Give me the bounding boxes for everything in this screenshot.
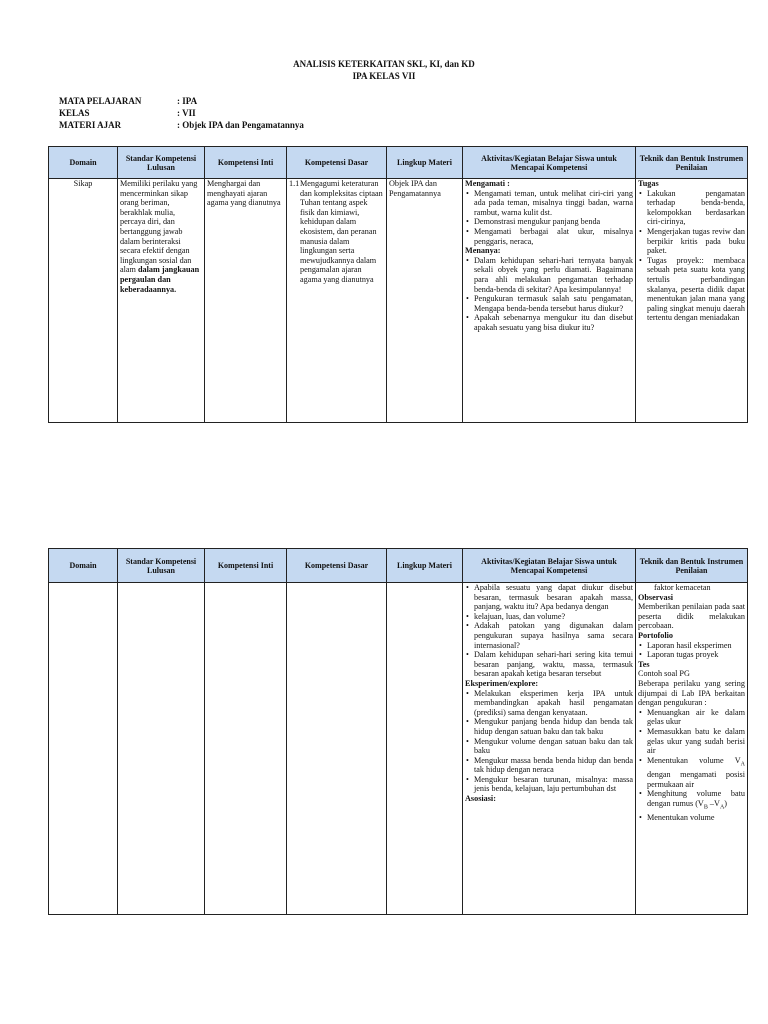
list-item: • Dalam kehidupan sehari-hari ternyata banyak sekali obyek yang perlu diamati. Bagaimana para ahli melakukan pengamatan terhadap benda-benda di sekitar? Apa kesimpulannya! bbox=[474, 256, 633, 294]
section-label: Eksperimen/explore: bbox=[465, 678, 539, 688]
list-item: • Apabila sesuatu yang dapat diukur disebut besaran, termasuk besaran apakah massa, panjang, waktu itu? Apa bedanya dengan bbox=[474, 583, 633, 612]
analysis-table-1 bbox=[48, 146, 748, 423]
subscript: B bbox=[703, 804, 708, 811]
meta-subject bbox=[59, 96, 197, 107]
hitung-text: Menghitung volume batu dengan rumus (V bbox=[647, 789, 745, 808]
col-teknik: Teknik dan Bentuk Instrumen Penilaian bbox=[636, 549, 748, 583]
list-item: • Dalam kehidupan sehari-hari sering kita temui besaran panjang, waktu, massa, termasuk besaran apakah ketiga besaran tersebut bbox=[474, 650, 633, 679]
document-title: ANALISIS KETERKAITAN SKL, KI, dan KD bbox=[293, 59, 475, 69]
header-row bbox=[49, 549, 748, 583]
cell-domain: Sikap bbox=[49, 179, 118, 423]
col-skl: Standar Kompetensi Lulusan bbox=[118, 147, 205, 179]
list-item: • Laporan tugas proyek bbox=[647, 650, 745, 660]
cell-ki: Menghargai dan menghayati ajaran agama yang dianutnya bbox=[205, 179, 287, 423]
table-row bbox=[49, 583, 748, 915]
meta-key: MATA PELAJARAN bbox=[59, 96, 142, 106]
list-item: • Mengukur panjang benda hidup dan benda tak hidup dengan satuan baku dan tak baku bbox=[474, 717, 633, 736]
col-lingkup: Lingkup Materi bbox=[387, 147, 463, 179]
list-item: • Mengukur volume dengan satuan baku dan tak baku bbox=[474, 737, 633, 756]
meta-key: KELAS bbox=[59, 108, 90, 118]
list-item: • Mengukur massa benda benda hidup dan benda tak hidup dengan neraca bbox=[474, 756, 633, 775]
cell-lingkup: Objek IPA dan Pengamatannya bbox=[387, 179, 463, 423]
section-label: Menanya: bbox=[465, 246, 501, 256]
volume-text: Menentukan volume V bbox=[647, 755, 741, 765]
col-aktivitas: Aktivitas/Kegiatan Belajar Siswa untuk Mencapai Kompetensi bbox=[463, 147, 636, 179]
meta-value: : Objek IPA dan Pengamatannya bbox=[177, 120, 304, 130]
list-item: • Adakah patokan yang digunakan dalam pengukuran supaya hasilnya sama secara internasional? bbox=[474, 621, 633, 650]
col-lingkup: Lingkup Materi bbox=[387, 549, 463, 583]
cell-domain bbox=[49, 583, 118, 915]
section-label: Observasi bbox=[638, 592, 674, 602]
col-aktivitas: Aktivitas/Kegiatan Belajar Siswa untuk Mencapai Kompetensi bbox=[463, 549, 636, 583]
cell-skl bbox=[118, 179, 205, 423]
list-item: • Lakukan pengamatan terhadap benda-benda, kelompokkan berdasarkan ciri-cirinya, bbox=[647, 189, 745, 227]
list-item: • Menentukan volume bbox=[647, 813, 745, 823]
col-ki: Kompetensi Inti bbox=[205, 147, 287, 179]
cell-aktivitas bbox=[463, 583, 636, 915]
list-item: • Mengerjakan tugas reviw dan berpikir kritis pada buku paket. bbox=[647, 227, 745, 256]
cell-kd bbox=[287, 179, 387, 423]
list-item bbox=[647, 756, 745, 789]
document-subtitle: IPA KELAS VII bbox=[352, 71, 416, 81]
list-item: • kelajuan, luas, dan volume? bbox=[474, 612, 633, 622]
meta-value: : VII bbox=[177, 108, 196, 118]
subscript: A bbox=[740, 761, 745, 768]
meta-value: : IPA bbox=[177, 96, 198, 106]
list-item: • Memasukkan batu ke dalam gelas ukur yang sudah berisi air bbox=[647, 727, 745, 756]
analysis-table-2 bbox=[48, 548, 748, 915]
list-item: • Mengukur besaran turunan, misalnya: massa jenis benda, kelajuan, laju pertumbuhan dst bbox=[474, 775, 633, 794]
cell-ki bbox=[205, 583, 287, 915]
list-item: • Laporan hasil eksperimen bbox=[647, 641, 745, 651]
meta-material bbox=[59, 120, 304, 131]
hitung-end: ) bbox=[724, 798, 728, 808]
list-item: • Mengamati teman, untuk melihat ciri-ciri yang ada pada teman, misalnya tinggi badan, warna rambut, warna kulit dst. bbox=[474, 189, 633, 218]
cell-teknik bbox=[636, 583, 748, 915]
tes-line: Contoh soal PG bbox=[638, 669, 690, 679]
volume-rest: dengan mengamati posisi permukaan air bbox=[647, 769, 745, 789]
list-item: • Apakah sebenarnya mengukur itu dan disebut apakah sesuatu yang bisa diukur itu? bbox=[474, 313, 633, 332]
skl-text: Memiliki perilaku yang mencerminkan sikap orang beriman, berakhlak mulia, percaya diri, dan bertanggung jawab dalam berinteraksi secara efektif dengan lingkungan sosial dan alam bbox=[120, 179, 198, 275]
col-kd: Kompetensi Dasar bbox=[287, 549, 387, 583]
kd-text: Mengagumi keteraturan dan kompleksitas ciptaan Tuhan tentang aspek fisik dan kimiawi, kehidupan dalam ekosistem, dan peranan manusia dalam lingkungan serta mewujudkannya dalam pengamalan ajaran agama yang dianutnya bbox=[300, 179, 383, 284]
col-domain: Domain bbox=[49, 147, 118, 179]
section-label: Tugas bbox=[638, 179, 659, 188]
cell-teknik bbox=[636, 179, 748, 423]
col-ki: Kompetensi Inti bbox=[205, 549, 287, 583]
meta-class bbox=[59, 108, 196, 119]
hitung-mid: –V bbox=[707, 798, 720, 808]
list-item: • Tugas proyek:: membaca sebuah peta suatu kota yang tertulis perbandingan skalanya, peserta didik dapat menentukan jalan mana yang paling singkat menuju daerah tertentu dengan meniadakan bbox=[647, 256, 745, 323]
col-domain: Domain bbox=[49, 549, 118, 583]
header-row bbox=[49, 147, 748, 179]
col-kd: Kompetensi Dasar bbox=[287, 147, 387, 179]
section-label: Asosiasi: bbox=[465, 794, 496, 804]
col-teknik: Teknik dan Bentuk Instrumen Penilaian bbox=[636, 147, 748, 179]
list-item bbox=[647, 789, 745, 813]
section-label: Tes bbox=[638, 659, 650, 669]
cell-aktivitas bbox=[463, 179, 636, 423]
subscript: A bbox=[719, 804, 725, 811]
col-skl: Standar Kompetensi Lulusan bbox=[118, 549, 205, 583]
skl-bold-text: dalam jangkauan pergaulan dan keberadaannya. bbox=[120, 265, 200, 294]
section-label: Mengamati : bbox=[465, 179, 510, 188]
cell-lingkup bbox=[387, 583, 463, 915]
section-label: Portofolio bbox=[638, 630, 674, 640]
cell-skl bbox=[118, 583, 205, 915]
table-row bbox=[49, 179, 748, 423]
continued-text: faktor kemacetan bbox=[654, 583, 711, 592]
cell-kd bbox=[287, 583, 387, 915]
tes-description: Beberapa perilaku yang sering dijumpai di Lab IPA berkaitan dengan pengukuran : bbox=[638, 678, 745, 708]
list-item: • Mengamati berbagai alat ukur, misalnya penggaris, neraca, bbox=[474, 227, 633, 246]
observasi-text: Memberikan penilaian pada saat peserta didik melakukan percobaan. bbox=[638, 602, 745, 631]
list-item: • Menuangkan air ke dalam gelas ukur bbox=[647, 708, 745, 727]
list-item: • Demonstrasi mengukur panjang benda bbox=[474, 217, 633, 227]
kd-number: 1.1 bbox=[289, 179, 300, 188]
list-item: • Melakukan eksperimen kerja IPA untuk membandingkan apakah hasil pengamatan (prediksi) sama dengan kenyataan. bbox=[474, 689, 633, 718]
list-item: • Pengukuran termasuk salah satu pengamatan, Mengapa benda-benda tersebut harus diukur? bbox=[474, 294, 633, 313]
meta-key: MATERI AJAR bbox=[59, 120, 122, 130]
